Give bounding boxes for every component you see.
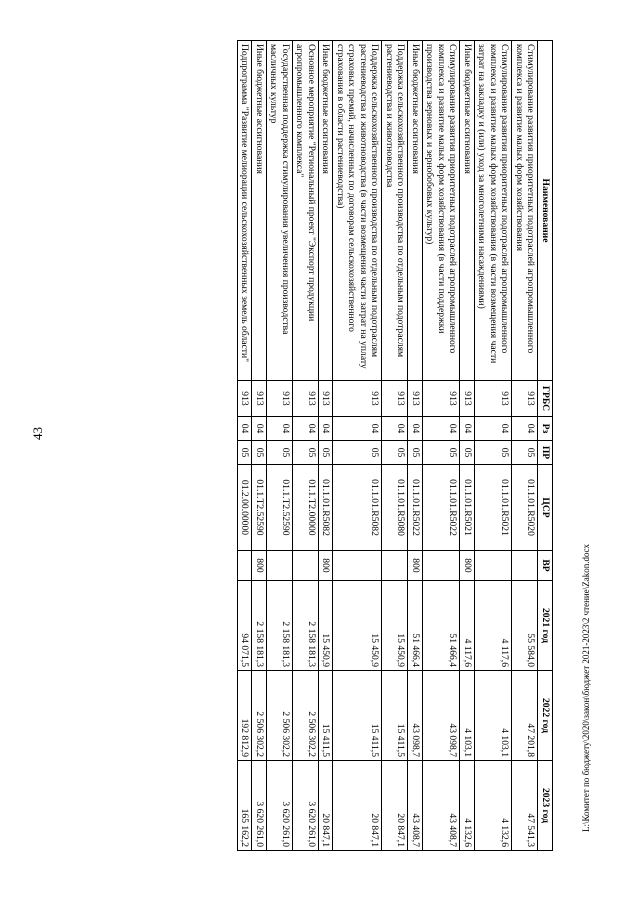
cell-name: Поддержка сельскохозяйственного производства по отдельным подотраслям растениеводства и животноводства: [382, 41, 408, 381]
cell-rz: 04: [252, 417, 267, 441]
cell-2021: 4 117,6: [475, 581, 513, 671]
cell-2022: 4 103,1: [460, 671, 475, 761]
cell-2021: 15 450,9: [319, 581, 334, 671]
cell-2022: 2 506 302,2: [252, 671, 267, 761]
cell-rz: 04: [319, 417, 334, 441]
cell-2023: 20 847,1: [319, 761, 334, 851]
cell-2023: 47 541,3: [512, 761, 538, 851]
cell-pr: 05: [512, 441, 538, 465]
cell-name: Государственная поддержка стимулирования увеличения производства масличных культур: [267, 41, 293, 381]
cell-grbs: 913: [252, 381, 267, 417]
cell-name: Стимулирование развития приоритетных подотраслей агропромышленного комплекса и развитие малых форм хозяйствования (в части возмещения части затрат на закладку и (или) уход за многолетними насаждениями): [475, 41, 513, 381]
table-row: [408, 41, 423, 851]
file-path-footer: L:\Комитет по бюджету\2020\закон\бюджет 2021-2023\2 чтение\Zakon.docx: [581, 544, 591, 832]
cell-grbs: 913: [293, 381, 319, 417]
cell-grbs: 913: [333, 381, 382, 417]
cell-2022: 47 201,8: [512, 671, 538, 761]
cell-name: Стимулирование развития приоритетных подотраслей агропромышленного комплекса и развитие малых форм хозяйствования (в части поддержки производства зерновых и зернобобовых культур): [423, 41, 461, 381]
cell-2022: 15 411,5: [382, 671, 408, 761]
cell-vr: [382, 551, 408, 581]
cell-2021: 55 584,0: [512, 581, 538, 671]
cell-rz: 04: [267, 417, 293, 441]
cell-2022: 15 411,5: [319, 671, 334, 761]
cell-csr: 01.1.T2.52590: [252, 465, 267, 551]
cell-2021: 15 450,9: [382, 581, 408, 671]
table-body: [238, 41, 539, 851]
cell-2023: 20 847,1: [382, 761, 408, 851]
cell-name: Иные бюджетные ассигнования: [319, 41, 334, 381]
cell-2023: 3 620 261,0: [267, 761, 293, 851]
cell-grbs: 913: [238, 381, 253, 417]
table-row: [252, 41, 267, 851]
cell-2022: 43 098,7: [423, 671, 461, 761]
cell-pr: 05: [267, 441, 293, 465]
cell-name: Основное мероприятие "Региональный проект "Экспорт продукции агропромышленного комплекса": [293, 41, 319, 381]
cell-2023: 4 132,6: [460, 761, 475, 851]
cell-2022: 2 506 302,2: [293, 671, 319, 761]
cell-2022: 192 812,9: [238, 671, 253, 761]
cell-name: Стимулирование развития приоритетных подотраслей агропромышленного комплекса и развитие малых форм хозяйствования: [512, 41, 538, 381]
cell-2021: 2 158 181,3: [293, 581, 319, 671]
header-pr: ПР: [538, 441, 553, 465]
cell-2023: 3 620 261,0: [252, 761, 267, 851]
cell-csr: 01.1.01.R5082: [333, 465, 382, 551]
cell-rz: 04: [512, 417, 538, 441]
cell-2022: 43 098,7: [408, 671, 423, 761]
cell-2021: 51 466,4: [423, 581, 461, 671]
header-csr: ЦСР: [538, 465, 553, 551]
cell-pr: 05: [475, 441, 513, 465]
budget-table: [237, 40, 553, 851]
cell-vr: [293, 551, 319, 581]
cell-2023: 4 132,6: [475, 761, 513, 851]
cell-rz: 04: [460, 417, 475, 441]
cell-pr: 05: [252, 441, 267, 465]
cell-vr: [238, 551, 253, 581]
cell-rz: 04: [423, 417, 461, 441]
cell-csr: 01.1.T2.52590: [267, 465, 293, 551]
cell-2023: 3 620 261,0: [293, 761, 319, 851]
cell-2021: 51 466,4: [408, 581, 423, 671]
cell-pr: 05: [319, 441, 334, 465]
cell-csr: 01.1.01.R5022: [408, 465, 423, 551]
cell-vr: 800: [408, 551, 423, 581]
cell-csr: 01.1.01.R5080: [382, 465, 408, 551]
cell-2023: 43 408,7: [408, 761, 423, 851]
cell-grbs: 913: [475, 381, 513, 417]
table-row: [293, 41, 319, 851]
header-vr: ВР: [538, 551, 553, 581]
table-row: [512, 41, 538, 851]
cell-pr: 05: [238, 441, 253, 465]
cell-grbs: 913: [408, 381, 423, 417]
header-rz: Рз: [538, 417, 553, 441]
cell-name: Иные бюджетные ассигнования: [252, 41, 267, 381]
cell-rz: 04: [475, 417, 513, 441]
cell-csr: 01.1.01.R5021: [475, 465, 513, 551]
table-row: [319, 41, 334, 851]
header-name: Наименование: [538, 41, 553, 381]
cell-grbs: 913: [460, 381, 475, 417]
budget-table-container: [237, 40, 553, 850]
cell-2022: 15 411,5: [333, 671, 382, 761]
cell-pr: 05: [423, 441, 461, 465]
cell-2021: 15 450,9: [333, 581, 382, 671]
cell-name: Поддержка сельскохозяйственного производства по отдельным подотраслям растениеводства и животноводства (в части возмещения части затрат на уплату страховых премий, начисленных по договорам сельскохозяйственного страхования в области растениеводства): [333, 41, 382, 381]
cell-rz: 04: [408, 417, 423, 441]
cell-rz: 04: [238, 417, 253, 441]
cell-vr: 800: [252, 551, 267, 581]
cell-csr: 01.1.T2.00000: [293, 465, 319, 551]
cell-pr: 05: [460, 441, 475, 465]
cell-csr: 01.1.01.R5021: [460, 465, 475, 551]
cell-name: Иные бюджетные ассигнования: [460, 41, 475, 381]
cell-rz: 04: [333, 417, 382, 441]
cell-pr: 05: [333, 441, 382, 465]
table-row: [475, 41, 513, 851]
cell-2023: 20 847,1: [333, 761, 382, 851]
cell-grbs: 913: [267, 381, 293, 417]
cell-pr: 05: [408, 441, 423, 465]
cell-2021: 2 158 181,3: [252, 581, 267, 671]
cell-vr: [512, 551, 538, 581]
cell-2021: 94 071,5: [238, 581, 253, 671]
cell-name: Иные бюджетные ассигнования: [408, 41, 423, 381]
cell-csr: 01.1.01.R5020: [512, 465, 538, 551]
cell-csr: 01.1.01.R5022: [423, 465, 461, 551]
cell-vr: [333, 551, 382, 581]
cell-grbs: 913: [423, 381, 461, 417]
cell-vr: [267, 551, 293, 581]
cell-pr: 05: [293, 441, 319, 465]
header-grbs: ГРБС: [538, 381, 553, 417]
header-2023: 2023 год: [538, 761, 553, 851]
header-2021: 2021 год: [538, 581, 553, 671]
cell-2022: 2 506 302,2: [267, 671, 293, 761]
cell-vr: [475, 551, 513, 581]
cell-rz: 04: [293, 417, 319, 441]
table-row: [423, 41, 461, 851]
cell-2023: 165 162,2: [238, 761, 253, 851]
cell-vr: 800: [319, 551, 334, 581]
table-row: [382, 41, 408, 851]
table-row: [267, 41, 293, 851]
cell-grbs: 913: [319, 381, 334, 417]
table-row: [333, 41, 382, 851]
cell-name: Подпрограмма "Развитие мелиорации сельскохозяйственных земель области": [238, 41, 253, 381]
table-header-row: [538, 41, 553, 851]
cell-rz: 04: [382, 417, 408, 441]
cell-grbs: 913: [382, 381, 408, 417]
table-row: [460, 41, 475, 851]
cell-pr: 05: [382, 441, 408, 465]
cell-2021: 2 158 181,3: [267, 581, 293, 671]
cell-vr: [423, 551, 461, 581]
table-row: [238, 41, 253, 851]
cell-vr: 800: [460, 551, 475, 581]
cell-grbs: 913: [512, 381, 538, 417]
page-number: 43: [30, 427, 45, 440]
header-2022: 2022 год: [538, 671, 553, 761]
cell-2021: 4 117,6: [460, 581, 475, 671]
cell-2023: 43 408,7: [423, 761, 461, 851]
cell-2022: 4 103,1: [475, 671, 513, 761]
cell-csr: 01.1.01.R5082: [319, 465, 334, 551]
cell-csr: 01.2.00.00000: [238, 465, 253, 551]
